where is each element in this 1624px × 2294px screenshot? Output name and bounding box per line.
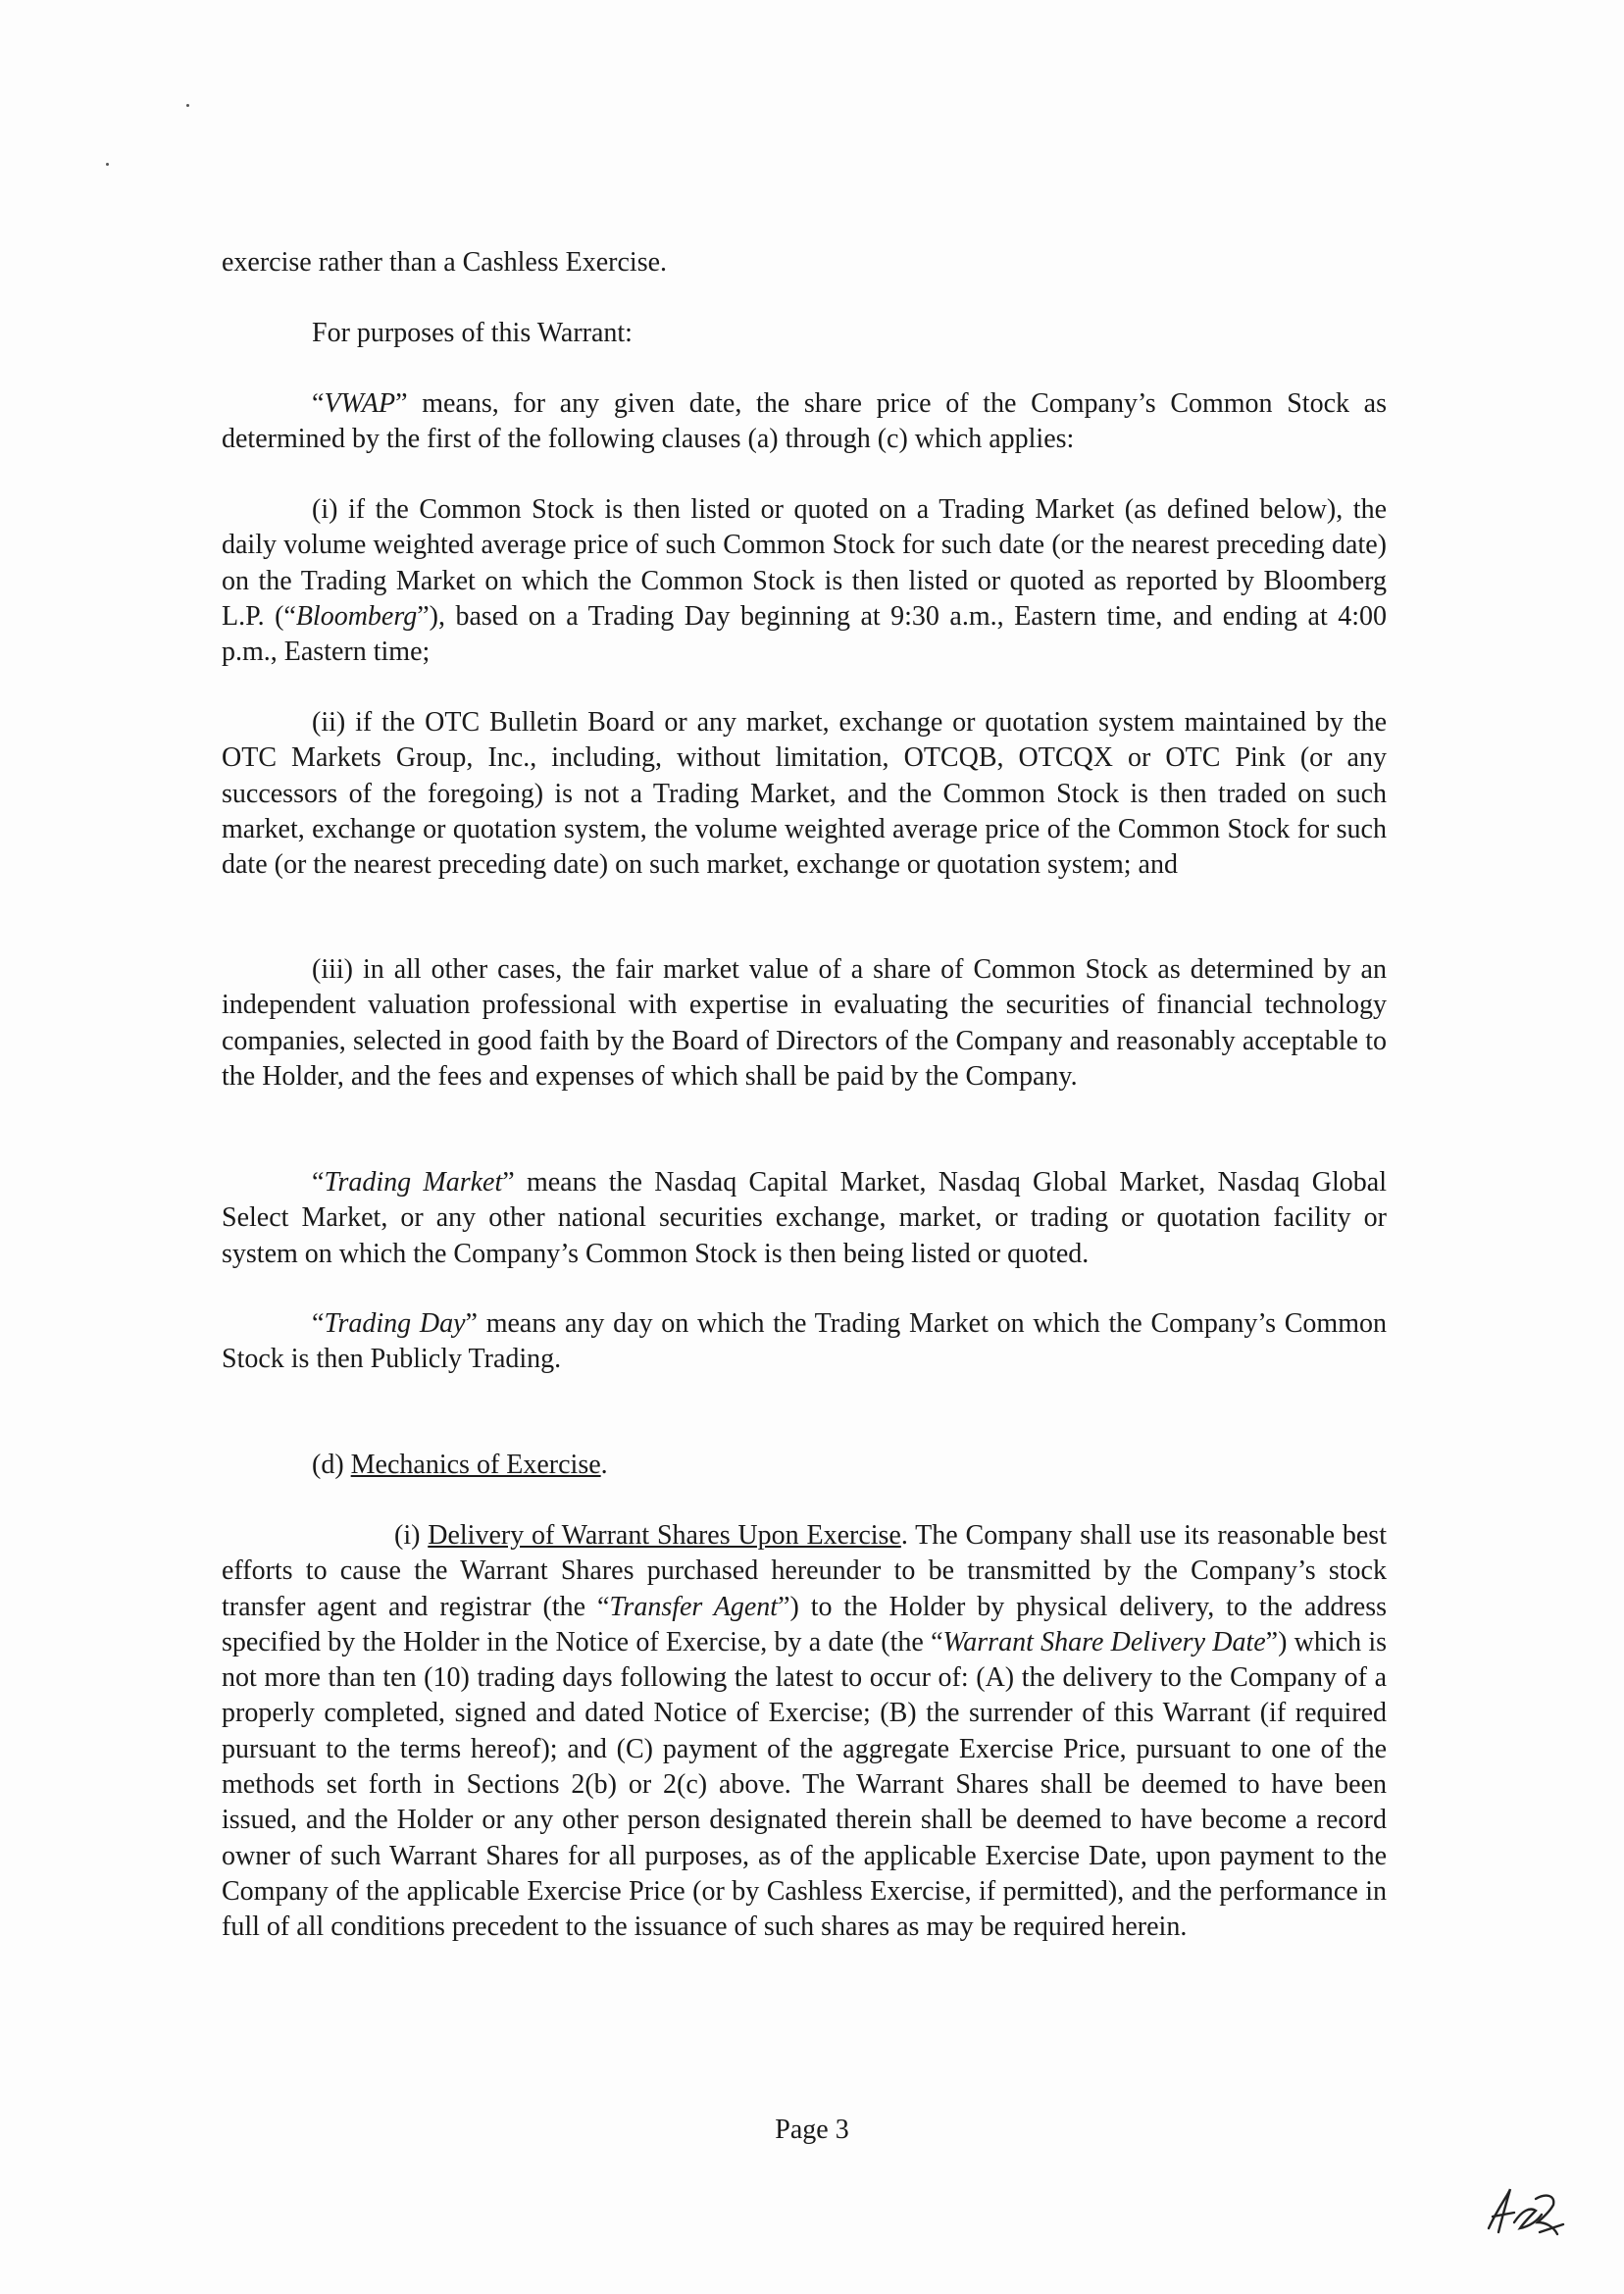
paragraph-clause-iii: (iii) in all other cases, the fair market value of a share of Common Stock as determined by an independent valuation professional with expertise in evaluating the securities of financial technology companies, selected in good faith by the Board of Directors of the Company and reasonably acceptable to the Holder, and the fees and expenses of which shall be paid by the Company. <box>222 954 1387 1092</box>
section-heading-mechanics-of-exercise: (d) Mechanics of Exercise. <box>312 1450 608 1480</box>
defined-term-trading-day: Trading Day <box>324 1308 466 1339</box>
paragraph-trading-day-definition: “Trading Day” means any day on which the Trading Market on which the Company’s Common Stock is then Publicly Trading. <box>222 1308 1387 1375</box>
defined-term-transfer-agent: Transfer Agent <box>609 1591 779 1622</box>
paragraph-clause-i: (i) if the Common Stock is then listed or quoted on a Trading Market (as defined below), the daily volume weighted average price of such Common Stock for such date (or the nearest preceding date) on the Trading Market on which the Common Stock is then listed or quoted as reported by Bloomberg L.P. (“Bloomberg”), based on a Trading Day beginning at 9:30 a.m., Eastern time, and ending at 4:00 p.m., Eastern time; <box>222 494 1387 668</box>
defined-term-trading-market: Trading Market <box>324 1167 503 1198</box>
scan-mark <box>186 104 189 107</box>
paragraph-trading-market-definition: “Trading Market” means the Nasdaq Capital Market, Nasdaq Global Market, Nasdaq Global Select Market, or any other national securities exchange, market, or trading or quotation facility or system on which the Company’s Common Stock is then being listed or quoted. <box>222 1167 1387 1269</box>
handwritten-initials-icon <box>1481 2177 1569 2246</box>
paragraph-exercise-continuation: exercise rather than a Cashless Exercise. <box>222 247 668 278</box>
defined-term-bloomberg: Bloomberg <box>295 600 418 632</box>
heading-underlined: Mechanics of Exercise <box>350 1450 601 1480</box>
paragraph-delivery-of-warrant-shares: (i) Delivery of Warrant Shares Upon Exercise. The Company shall use its reasonable best efforts to cause the Warrant Shares purchased hereunder to be transmitted by the Company’s stock transfer agent and registrar (the “Transfer Agent”) to the Holder by physical delivery, to the address specified by the Holder in the Notice of Exercise, by a date (the “Warrant Share Delivery Date”) which is not more than ten (10) trading days following the latest to occur of: (A) the delivery to the Company of a properly completed, signed and dated Notice of Exercise; (B) the surrender of this Warrant (if required pursuant to the terms hereof); and (C) payment of the aggregate Exercise Price, pursuant to one of the methods set forth in Sections 2(b) or 2(c) above. The Warrant Shares shall be deemed to have been issued, and the Holder or any other person designated therein shall be deemed to have become a record owner of such Warrant Shares for all purposes, as of the applicable Exercise Date, upon payment to the Company of the applicable Exercise Price (or by Cashless Exercise, if permitted), and the performance in full of all conditions precedent to the issuance of such shares as may be required herein. <box>222 1520 1388 1943</box>
page-number: Page 3 <box>775 2115 849 2145</box>
paragraph-vwap-definition: “VWAP” means, for any given date, the share price of the Company’s Common Stock as determined by the first of the following clauses (a) through (c) which applies: <box>222 388 1387 455</box>
paragraph-clause-ii: (ii) if the OTC Bulletin Board or any market, exchange or quotation system maintained by the OTC Markets Group, Inc., including, without limitation, OTCQB, OTCQX or OTC Pink (or any successors of the foregoing) is not a Trading Market, and the Common Stock is then traded on such market, exchange or quotation system, the volume weighted average price of the Common Stock for such date (or the nearest preceding date) on such market, exchange or quotation system; and <box>222 707 1387 881</box>
defined-term-warrant-share-delivery-date: Warrant Share Delivery Date <box>942 1626 1266 1657</box>
heading-underlined: Delivery of Warrant Shares Upon Exercise <box>428 1520 901 1551</box>
defined-term-vwap: VWAP <box>324 388 396 419</box>
paragraph-purposes: For purposes of this Warrant: <box>312 318 633 348</box>
scan-mark <box>106 163 109 166</box>
